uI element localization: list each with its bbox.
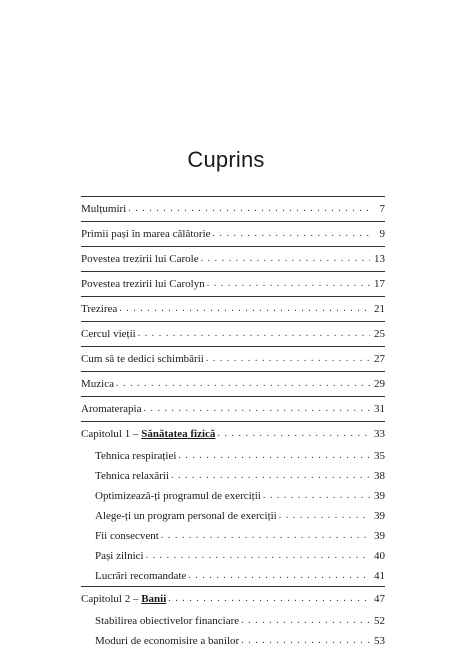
leader-dots	[138, 329, 370, 339]
toc-group	[81, 346, 385, 371]
table-of-contents	[81, 196, 385, 651]
page-title: Cuprins	[187, 147, 265, 172]
chapter-prefix: Capitolul 2 –	[81, 592, 142, 605]
toc-entry-label: Tehnica relaxării	[95, 469, 170, 482]
toc-entry-label: Aromaterapia	[81, 402, 142, 415]
toc-entry-label: Fii consecvent	[95, 529, 159, 542]
leader-dots	[263, 491, 370, 501]
leader-dots	[128, 204, 370, 214]
toc-entry-page: 27	[374, 352, 385, 365]
toc-group	[81, 296, 385, 321]
toc-chapter-entry[interactable]	[81, 422, 385, 446]
toc-group	[81, 371, 385, 396]
toc-entry-page: 40	[374, 549, 385, 562]
toc-entry-page: 39	[374, 489, 385, 502]
toc-entry-page: 52	[374, 614, 385, 627]
toc-entry[interactable]	[81, 322, 385, 346]
leader-dots	[241, 616, 370, 626]
toc-entry-page: 39	[374, 529, 385, 542]
leader-dots	[217, 429, 370, 439]
chapter-name: Banii	[141, 592, 167, 605]
toc-entry-page: 35	[374, 449, 385, 462]
leader-dots	[241, 636, 370, 646]
toc-group	[81, 196, 385, 221]
toc-entry-label: Cercul vieții	[81, 327, 136, 340]
toc-entry[interactable]	[81, 372, 385, 396]
toc-entry-page: 7	[379, 202, 385, 215]
toc-group	[81, 246, 385, 271]
toc-sub-entry[interactable]	[81, 611, 385, 631]
leader-dots	[188, 571, 370, 581]
toc-entry-page: 17	[374, 277, 385, 290]
leader-dots	[143, 404, 370, 414]
toc-group	[81, 321, 385, 346]
toc-entry[interactable]	[81, 247, 385, 271]
toc-chapter-group	[81, 421, 385, 586]
toc-chapter-label	[81, 594, 168, 605]
toc-entry-label: Optimizează-ți programul de exerciții	[95, 489, 261, 502]
leader-dots	[119, 304, 370, 314]
chapter-prefix: Capitolul 1 –	[81, 427, 142, 440]
toc-chapter-label	[81, 429, 217, 440]
leader-dots	[207, 279, 370, 289]
toc-entry-page: 31	[374, 402, 385, 415]
toc-entry-label: Stabilirea obiectivelor financiare	[95, 614, 240, 627]
toc-entry[interactable]	[81, 197, 385, 221]
leader-dots	[201, 254, 370, 264]
toc-entry-label: Alege-ți un program personal de exerciții	[95, 509, 277, 522]
toc-entry-page: 53	[374, 634, 385, 647]
toc-entry-label: Trezirea	[81, 302, 118, 315]
toc-entry-label: Mulțumiri	[81, 202, 127, 215]
toc-sub-entry[interactable]	[81, 506, 385, 526]
toc-group	[81, 396, 385, 421]
toc-group	[81, 271, 385, 296]
toc-group	[81, 221, 385, 246]
toc-entry[interactable]	[81, 272, 385, 296]
leader-dots	[161, 531, 370, 541]
toc-entry[interactable]	[81, 222, 385, 246]
toc-entry-page: 25	[374, 327, 385, 340]
toc-entry-label: Pași zilnici	[95, 549, 144, 562]
leader-dots	[116, 379, 370, 389]
toc-entry-label: Moduri de economisire a banilor	[95, 634, 240, 647]
toc-entry-label: Tehnica respirației	[95, 449, 177, 462]
toc-sub-entry[interactable]	[81, 631, 385, 651]
toc-entry-page: 29	[374, 377, 385, 390]
leader-dots	[279, 511, 370, 521]
leader-dots	[146, 551, 370, 561]
chapter-name: Sănătatea fizică	[141, 427, 216, 440]
toc-entry[interactable]	[81, 397, 385, 421]
toc-entry-page: 33	[374, 427, 385, 440]
toc-chapter-entry[interactable]	[81, 587, 385, 611]
toc-sub-entry[interactable]	[81, 446, 385, 466]
toc-entry-page: 38	[374, 469, 385, 482]
toc-sub-entry[interactable]	[81, 526, 385, 546]
toc-entry-label: Muzica	[81, 377, 114, 390]
toc-entry-page: 39	[374, 509, 385, 522]
leader-dots	[171, 471, 370, 481]
toc-entry-page: 9	[379, 227, 385, 240]
toc-entry-page: 13	[374, 252, 385, 265]
leader-dots	[206, 354, 370, 364]
toc-entry[interactable]	[81, 297, 385, 321]
toc-chapter-group	[81, 586, 385, 651]
toc-entry-page: 21	[374, 302, 385, 315]
toc-entry-label: Cum să te dedici schimbării	[81, 352, 204, 365]
toc-entry-page: 47	[374, 592, 385, 605]
leader-dots	[213, 229, 370, 239]
leader-dots	[178, 451, 370, 461]
toc-sub-entry[interactable]	[81, 486, 385, 506]
toc-entry-label: Lucrări recomandate	[95, 569, 187, 582]
toc-entry-label: Primii pași în marea călătorie	[81, 227, 211, 240]
toc-entry-page: 41	[374, 569, 385, 582]
toc-sub-entry[interactable]	[81, 546, 385, 566]
toc-entry[interactable]	[81, 347, 385, 371]
toc-sub-entry[interactable]	[81, 466, 385, 486]
toc-entry-label: Povestea trezirii lui Carole	[81, 252, 199, 265]
leader-dots	[168, 594, 370, 604]
toc-sub-entry[interactable]	[81, 566, 385, 586]
toc-entry-label: Povestea trezirii lui Carolyn	[81, 277, 205, 290]
